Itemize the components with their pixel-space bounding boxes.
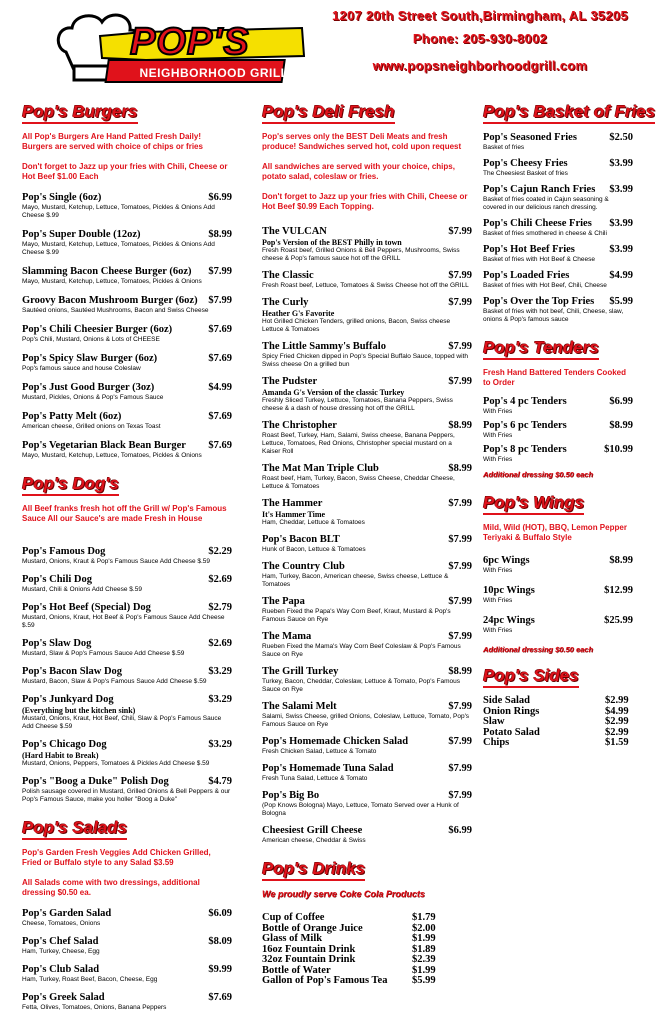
- menu-item: [22, 638, 232, 658]
- item-name: The VULCAN: [262, 226, 327, 237]
- menu-item: [483, 218, 633, 238]
- item-price: $7.99: [448, 297, 472, 308]
- item-name: Pop's Bacon Slaw Dog: [22, 666, 123, 677]
- item-description: With Fries: [483, 627, 513, 634]
- phone: Phone: 205-930-8002: [412, 31, 548, 46]
- item-name: Onion Rings: [483, 705, 540, 717]
- item-name: Slaw: [483, 716, 505, 727]
- right-column: [483, 102, 656, 749]
- item-price: $2.69: [208, 638, 232, 649]
- item-price: $7.99: [208, 295, 232, 306]
- item-description: Mustard, Onions, Kraut & Pop's Famous Sauce Add Cheese $.59: [22, 558, 211, 565]
- menu-item: [22, 776, 232, 804]
- item-description: With Fries: [483, 597, 513, 604]
- item-description: Salami, Swiss Cheese, grilled Onions, Coleslaw, Lettuce, Tomato, Pop's Famous Sauce on Rye: [262, 713, 470, 728]
- tenders-dressing-note: Additional dressing $0.50 each: [483, 470, 594, 479]
- burgers-section: [22, 102, 232, 460]
- item-price: $7.69: [208, 411, 232, 422]
- item-name: The Hammer: [262, 498, 323, 509]
- item-description: Fresh Chicken Salad, Lettuce & Tomato: [262, 748, 377, 755]
- item-price: $3.29: [208, 694, 232, 705]
- drink-list: [262, 913, 472, 987]
- item-name: Pop's Greek Salad: [22, 992, 105, 1003]
- menu-item: [262, 376, 472, 413]
- item-description: Basket of fries coated in Cajun seasoning & covered in our delicious ranch dressing.: [483, 196, 609, 211]
- item-name: Pop's Spicy Slaw Burger (6oz): [22, 353, 158, 364]
- menu-item: [22, 908, 232, 928]
- item-price: $2.99: [605, 695, 629, 706]
- item-name: Pop's Seasoned Fries: [483, 132, 577, 143]
- section-title: [483, 338, 633, 360]
- item-description: Ham, Turkey, Cheese, Egg: [22, 948, 100, 955]
- item-name: 24pc Wings: [483, 615, 535, 626]
- item-description: With Fries: [483, 567, 513, 574]
- item-description: Mustard, Slaw & Pop's Famous Sauce Add Cheese $.59: [22, 650, 185, 657]
- salads-dressing-note: All Salads come with two dressings, additional dressing $0.50 ea.: [22, 878, 200, 897]
- menu-item: [22, 353, 232, 373]
- item-name: 6pc Wings: [483, 555, 530, 566]
- item-description: With Fries: [483, 456, 513, 463]
- item-description: Basket of fries with hot beef, Chili, Cheese, slaw, onions & Pop's famous sauce: [483, 308, 624, 323]
- menu-item: [22, 411, 232, 431]
- item-price: $4.99: [208, 382, 232, 393]
- item-description: Mustard, Bacon, Slaw & Pop's Famous Sauce Add Cheese $.59: [22, 678, 207, 685]
- item-description: Polish sausage covered in Mustard, Grilled Onions & Bell Peppers & our Pop's Famous Sauce, make you holler "Boog a Duke": [22, 788, 231, 803]
- item-name: Bottle of Water: [262, 964, 331, 976]
- pops-logo: [52, 8, 310, 94]
- item-price: $4.79: [208, 776, 232, 787]
- item-price: $2.39: [412, 954, 436, 965]
- item-name: The Curly: [262, 297, 309, 308]
- burgers-jazz-note: Don't forget to Jazz up your fries with Chili, Cheese or Hot Beef $1.00 Each: [22, 162, 228, 181]
- item-price: $2.00: [412, 922, 436, 934]
- menu-item: [22, 546, 232, 566]
- left-column: [22, 102, 232, 1020]
- section-title: [22, 818, 232, 840]
- item-description: Mayo, Mustard, Ketchup, Lettuce, Tomatoes, Pickles & Onions Add Cheese $.99: [22, 241, 215, 256]
- item-price: $7.99: [448, 498, 472, 509]
- item-subtitle: (Everything but the kitchen sink): [22, 706, 136, 715]
- menu-item: [22, 324, 232, 344]
- menu-item: [483, 184, 633, 212]
- item-price: $7.99: [448, 534, 472, 545]
- item-price: $3.99: [609, 244, 633, 255]
- item-name: Pop's Chicago Dog: [22, 739, 107, 750]
- item-description: The Cheesiest Basket of fries: [483, 170, 568, 177]
- item-description: Turkey, Bacon, Cheddar, Coleslaw, Lettuce & Tomato, Pop's Famous Sauce on Rye: [262, 678, 461, 693]
- item-price: $6.99: [609, 396, 633, 407]
- item-price: $2.99: [605, 726, 629, 738]
- item-price: $2.79: [208, 602, 232, 613]
- tenders-note: Fresh Hand Battered Tenders Cooked to Order: [483, 368, 626, 387]
- sides-title: Pop's Sides: [483, 666, 579, 688]
- drinks-title: Pop's Drinks: [262, 859, 365, 881]
- item-name: Glass of Milk: [262, 933, 323, 944]
- item-name: Chips: [483, 737, 510, 748]
- wings-section: [483, 493, 633, 654]
- item-description: Ham, Turkey, Roast Beef, Bacon, Cheese, Egg: [22, 976, 158, 983]
- item-description: Hunk of Bacon, Lettuce & Tomatoes: [262, 546, 366, 553]
- item-price: $4.99: [605, 705, 629, 717]
- item-price: $7.99: [448, 376, 472, 387]
- item-description: Mustard, Chili & Onions Add Cheese $.59: [22, 586, 142, 593]
- item-description: Pop's Chili, Mustard, Onions & Lots of CHEESE: [22, 336, 160, 343]
- deli-sides-note: All sandwiches are served with your choice, chips, potato salad, coleslaw or fries.: [262, 162, 455, 181]
- item-price: $8.99: [609, 420, 633, 431]
- menu-item: [262, 763, 472, 783]
- section-title: [483, 493, 633, 515]
- item-name: Cup of Coffee: [262, 912, 325, 923]
- menu-item: [22, 739, 232, 768]
- item-price: $12.99: [604, 585, 633, 596]
- item-description: Basket of fries smothered in cheese & Chili: [483, 230, 607, 237]
- item-price: $7.99: [448, 596, 472, 607]
- item-price: $7.69: [208, 353, 232, 364]
- item-name: Pop's Chili Dog: [22, 574, 93, 585]
- item-description: Fresh Roast beef, Grilled Onions & Bell Peppers, Mushrooms, Swiss cheese & Pop's famous sauce hot off the GRILL: [262, 247, 460, 262]
- sides-section: [483, 666, 633, 749]
- item-name: 16oz Fountain Drink: [262, 943, 356, 955]
- item-price: $7.99: [448, 790, 472, 801]
- item-price: $8.99: [448, 463, 472, 474]
- wings-note: Mild, Wild (HOT), BBQ, Lemon Pepper Teriyaki & Buffalo Style: [483, 523, 627, 542]
- item-description: Ham, Cheddar, Lettuce & Tomatoes: [262, 519, 365, 526]
- item-price: $8.09: [208, 936, 232, 947]
- item-name: The Papa: [262, 596, 305, 607]
- item-price: $3.99: [609, 184, 633, 195]
- item-name: Pop's Vegetarian Black Bean Burger: [22, 440, 186, 451]
- item-name: Bottle of Orange Juice: [262, 922, 363, 934]
- item-description: Hot Grilled Chicken Tenders, grilled onions, Bacon, Swiss cheese Lettuce & Tomatoes: [262, 318, 451, 333]
- item-subtitle: (Hard Habit to Break): [22, 751, 99, 760]
- item-name: The Country Club: [262, 561, 345, 572]
- dogs-section: [22, 474, 232, 804]
- item-description: Mustard, Onions, Peppers, Tomatoes & Pickles Add Cheese $.59: [22, 760, 210, 767]
- item-price: $6.09: [208, 908, 232, 919]
- item-price: $1.89: [412, 943, 436, 955]
- menu-item: [262, 534, 472, 554]
- item-name: Pop's Hot Beef Fries: [483, 244, 575, 255]
- salads-section: [22, 818, 232, 1012]
- item-name: Pop's Super Double (12oz): [22, 229, 141, 240]
- item-name: Gallon of Pop's Famous Tea: [262, 975, 388, 986]
- item-description: Fresh Roast beef, Lettuce, Tomatoes & Swiss Cheese hot off the GRILL: [262, 282, 469, 289]
- item-price: $8.99: [609, 555, 633, 566]
- item-subtitle: Pop's Version of the BEST Philly in town: [262, 238, 402, 247]
- item-name: Pop's Loaded Fries: [483, 270, 570, 281]
- fries-title: Pop's Basket of Fries: [483, 102, 655, 124]
- item-name: Pop's Cajun Ranch Fries: [483, 184, 596, 195]
- section-title: [483, 666, 633, 688]
- item-description: Mayo, Mustard, Ketchup, Lettuce, Tomatoes, Pickles & Onions: [22, 278, 202, 285]
- menu-item: [262, 297, 472, 334]
- menu-item: [262, 790, 472, 818]
- item-description: Spicy Fried Chicken dipped in Pop's Special Buffalo Sauce, topped with Swiss cheese On a grilled bun: [262, 353, 468, 368]
- item-name: Pop's Club Salad: [22, 964, 100, 975]
- item-price: $7.99: [448, 561, 472, 572]
- item-name: Pop's Over the Top Fries: [483, 296, 595, 307]
- item-name: Pop's Hot Beef (Special) Dog: [22, 602, 151, 613]
- item-price: $7.99: [448, 226, 472, 237]
- menu-item: [483, 158, 633, 178]
- salad-list: [22, 908, 232, 1012]
- menu-item: [483, 615, 633, 635]
- menu-item: [483, 270, 633, 290]
- item-name: 32oz Fountain Drink: [262, 954, 356, 965]
- menu-item: [22, 192, 232, 220]
- menu-item: [483, 555, 633, 575]
- item-price: $9.99: [208, 964, 232, 975]
- item-description: Basket of fries: [483, 144, 525, 151]
- item-description: Ham, Turkey, Bacon, American cheese, Swiss cheese, Lettuce & Tomatoes: [262, 573, 449, 588]
- tenders-list: [483, 396, 633, 464]
- item-name: Groovy Bacon Mushroom Burger (6oz): [22, 295, 198, 306]
- middle-column: [262, 102, 472, 987]
- item-name: Slamming Bacon Cheese Burger (6oz): [22, 266, 192, 277]
- item-price: $8.99: [448, 420, 472, 431]
- menu-item: [483, 296, 633, 324]
- menu-item: [262, 825, 472, 845]
- item-name: The Classic: [262, 270, 314, 281]
- menu-item: [22, 964, 232, 984]
- drinks-section: [262, 859, 472, 987]
- tenders-section: [483, 338, 633, 479]
- deli-list: [262, 226, 472, 845]
- item-description: (Pop Knows Bologna) Mayo, Lettuce, Tomato Served over a Hunk of Bologna: [262, 802, 459, 817]
- burgers-note: All Pop's Burgers Are Hand Patted Fresh Daily! Burgers are served with choice of chips or fries: [22, 132, 203, 151]
- menu-item: [22, 602, 232, 630]
- menu-item: [22, 936, 232, 956]
- item-price: $25.99: [604, 615, 633, 626]
- item-price: $3.29: [208, 666, 232, 677]
- item-name: Pop's Just Good Burger (3oz): [22, 382, 155, 393]
- item-price: $7.99: [448, 763, 472, 774]
- item-description: Mustard, Onions, Kraut, Hot Beef & Pop's Famous Sauce Add Cheese $.59: [22, 614, 225, 629]
- item-description: Fetta, Olives, Tomatoes, Onions, Banana Peppers: [22, 1004, 167, 1011]
- item-description: Mustard, Pickles, Onions & Pop's Famous Sauce: [22, 394, 164, 401]
- address: 1207 20th Street South,Birmingham, AL 35205: [331, 8, 629, 23]
- item-subtitle: Amanda G's Version of the classic Turkey: [262, 388, 405, 397]
- item-price: $6.99: [448, 825, 472, 836]
- item-description: Freshly Sliced Turkey, Lettuce, Tomatoes, Banana Peppers, Swiss cheese & a dash of house dressing hot off the GRILL: [262, 397, 453, 412]
- item-name: Pop's Bacon BLT: [262, 534, 340, 545]
- item-price: $7.99: [208, 266, 232, 277]
- item-name: Pop's Single (6oz): [22, 192, 102, 203]
- item-name: Pop's "Boog a Duke" Polish Dog: [22, 776, 169, 787]
- item-name: Pop's Homemade Chicken Salad: [262, 736, 409, 747]
- section-title: [262, 859, 472, 881]
- item-price: $1.79: [412, 912, 436, 923]
- menu-item: [22, 229, 232, 257]
- item-name: 10pc Wings: [483, 585, 535, 596]
- item-name: Pop's Big Bo: [262, 790, 320, 801]
- item-name: Pop's 8 pc Tenders: [483, 444, 567, 455]
- item-price: $2.50: [609, 132, 633, 143]
- item-name: Pop's 6 pc Tenders: [483, 420, 567, 431]
- menu-item: [262, 270, 472, 290]
- website-link[interactable]: www.popsneighborhoodgrill.com: [372, 58, 588, 73]
- deli-jazz-note: Don't forget to Jazz up your fries with Chili, Cheese or Hot Beef $0.99 Each Topping.: [262, 192, 468, 211]
- item-price: $7.69: [208, 324, 232, 335]
- menu-item: [22, 440, 232, 460]
- menu-item: [262, 736, 472, 756]
- menu-item: [262, 341, 472, 369]
- menu-item: [262, 463, 472, 491]
- section-title: [262, 102, 472, 124]
- menu-item: [483, 132, 633, 152]
- item-name: Pop's Cheesy Fries: [483, 158, 568, 169]
- drinks-subtitle: We proudly serve Coke Cola Products: [262, 889, 425, 899]
- dogs-title: Pop's Dog's: [22, 474, 119, 496]
- item-price: $10.99: [604, 444, 633, 455]
- item-description: Mayo, Mustard, Ketchup, Lettuce, Tomatoes, Pickles & Onions Add Cheese $.99: [22, 204, 215, 219]
- menu-item: [262, 666, 472, 694]
- menu-item: [262, 498, 472, 527]
- item-description: Mayo, Mustard, Ketchup, Lettuce, Tomatoes, Pickles & Onions: [22, 452, 202, 459]
- menu-item: [262, 596, 472, 624]
- item-description: Basket of fries with Hot Beef, Chili, Cheese: [483, 282, 607, 289]
- menu-item: [262, 226, 472, 263]
- item-price: $7.99: [448, 701, 472, 712]
- item-description: Mustard, Onions, Kraut, Hot Beef, Chili, Slaw & Pop's Famous Sauce Add Cheese $.59: [22, 715, 222, 730]
- item-price: $2.99: [605, 716, 629, 727]
- item-name: The Salami Melt: [262, 701, 337, 712]
- item-price: $7.69: [208, 992, 232, 1003]
- menu-item: [22, 666, 232, 686]
- item-name: Pop's Chili Cheesier Burger (6oz): [22, 324, 173, 335]
- deli-section: [262, 102, 472, 845]
- item-price: $8.99: [208, 229, 232, 240]
- item-name: Cheesiest Grill Cheese: [262, 825, 363, 836]
- menu-item: [483, 585, 633, 605]
- menu-item: [262, 976, 472, 987]
- item-description: With Fries: [483, 432, 513, 439]
- item-price: $7.99: [448, 631, 472, 642]
- item-price: $2.69: [208, 574, 232, 585]
- tenders-title: Pop's Tenders: [483, 338, 599, 360]
- menu-item: [22, 295, 232, 315]
- item-description: Basket of fries with Hot Beef & Cheese: [483, 256, 595, 263]
- item-price: $2.29: [208, 546, 232, 557]
- item-subtitle: Heather G's Favorite: [262, 309, 335, 318]
- item-name: Pop's Homemade Tuna Salad: [262, 763, 394, 774]
- item-price: $7.99: [448, 270, 472, 281]
- menu-item: [483, 396, 633, 416]
- menu-item: [483, 244, 633, 264]
- item-description: Sautéed onions, Sautéed Mushrooms, Bacon and Swiss Cheese: [22, 307, 209, 314]
- item-price: $5.99: [412, 975, 436, 986]
- item-name: The Mama: [262, 631, 312, 642]
- item-description: American cheese, Cheddar & Swiss: [262, 837, 366, 844]
- item-description: Rueben Fixed the Papa's Way Corn Beef, Kraut, Mustard & Pop's Famous Sauce on Rye: [262, 608, 451, 623]
- item-name: Side Salad: [483, 695, 530, 706]
- item-price: $1.99: [412, 964, 436, 976]
- item-price: $5.99: [609, 296, 633, 307]
- item-name: Pop's Chef Salad: [22, 936, 99, 947]
- item-subtitle: It's Hammer Time: [262, 510, 326, 519]
- item-name: Pop's Garden Salad: [22, 908, 112, 919]
- logo-subtitle: NEIGHBORHOOD GRILL: [139, 66, 289, 80]
- fries-list: [483, 132, 633, 324]
- menu-item: [22, 266, 232, 286]
- deli-title: Pop's Deli Fresh: [262, 102, 395, 124]
- item-description: Fresh Tuna Salad, Lettuce & Tomato: [262, 775, 368, 782]
- salads-note: Pop's Garden Fresh Veggies Add Chicken Grilled, Fried or Buffalo style to any Salad $3.59: [22, 848, 211, 867]
- wings-title: Pop's Wings: [483, 493, 584, 515]
- menu-item: [483, 444, 633, 464]
- item-description: Roast beef, Ham, Turkey, Bacon, Swiss Cheese, Cheddar Cheese, Lettuce & Tomatoes: [262, 475, 455, 490]
- item-name: The Mat Man Triple Club: [262, 463, 379, 474]
- menu-item: [262, 701, 472, 729]
- salads-title: Pop's Salads: [22, 818, 127, 840]
- deli-note: Pop's serves only the BEST Deli Meats and fresh produce! Sandwiches served hot, cold upon request: [262, 132, 462, 151]
- dogs-note: All Beef franks fresh hot off the Grill w/ Pop's Famous Sauce All our Sauce's are made Fresh in House: [22, 504, 227, 523]
- item-name: Pop's Patty Melt (6oz): [22, 411, 122, 422]
- fries-section: [483, 102, 656, 324]
- section-title: [22, 102, 232, 124]
- menu-item: [22, 574, 232, 594]
- item-description: Roast Beef, Turkey, Ham, Salami, Swiss cheese, Banana Peppers, Lettuce, Tomatoes, Red Onions, Christopher special mustard on a Kaiser Roll: [262, 432, 455, 455]
- menu-item: [483, 738, 633, 749]
- dog-list: [22, 546, 232, 804]
- item-price: $7.69: [208, 440, 232, 451]
- item-name: Pop's Junkyard Dog: [22, 694, 114, 705]
- item-price: $4.99: [609, 270, 633, 281]
- menu-item: [22, 694, 232, 731]
- logo-title: POP'S: [130, 21, 250, 63]
- item-price: $3.99: [609, 158, 633, 169]
- item-price: $8.99: [448, 666, 472, 677]
- item-name: Pop's 4 pc Tenders: [483, 396, 567, 407]
- wings-list: [483, 555, 633, 635]
- item-name: The Pudster: [262, 376, 318, 387]
- wings-dressing-note: Additional dressing $0.50 each: [483, 645, 594, 654]
- item-name: The Grill Turkey: [262, 666, 339, 677]
- item-name: The Little Sammy's Buffalo: [262, 341, 386, 352]
- item-price: $1.59: [605, 737, 629, 748]
- menu-item: [262, 420, 472, 456]
- item-description: Rueben Fixed the Mama's Way Corn Beef Coleslaw & Pop's Famous Sauce on Rye: [262, 643, 461, 658]
- burger-list: [22, 192, 232, 460]
- item-price: $7.99: [448, 736, 472, 747]
- menu-item: [262, 561, 472, 589]
- section-title: [483, 102, 656, 124]
- item-description: Pop's famous sauce and house Coleslaw: [22, 365, 141, 372]
- burgers-title: Pop's Burgers: [22, 102, 138, 124]
- item-name: Potato Salad: [483, 726, 540, 738]
- item-name: The Christopher: [262, 420, 337, 431]
- item-price: $1.99: [412, 933, 436, 944]
- item-description: American cheese, Grilled onions on Texas Toast: [22, 423, 161, 430]
- item-description: Cheese, Tomatoes, Onions: [22, 920, 101, 927]
- menu-item: [262, 631, 472, 659]
- item-name: Pop's Famous Dog: [22, 546, 106, 557]
- item-price: $3.29: [208, 739, 232, 750]
- item-price: $3.99: [609, 218, 633, 229]
- menu-item: [483, 420, 633, 440]
- item-description: With Fries: [483, 408, 513, 415]
- item-price: $7.99: [448, 341, 472, 352]
- item-price: $6.99: [208, 192, 232, 203]
- menu-item: [22, 992, 232, 1012]
- menu-item: [22, 382, 232, 402]
- section-title: [22, 474, 232, 496]
- sides-list: [483, 696, 633, 749]
- item-name: Pop's Chili Cheese Fries: [483, 218, 592, 229]
- item-name: Pop's Slaw Dog: [22, 638, 92, 649]
